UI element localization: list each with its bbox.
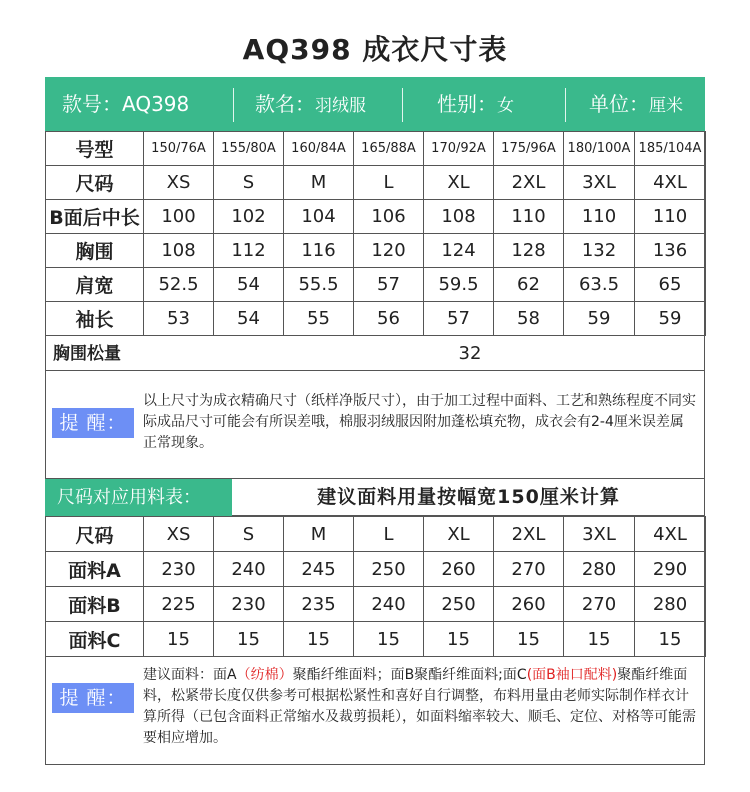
table-cell: 240: [214, 552, 284, 587]
table-cell: M: [284, 517, 354, 552]
table-cell: 110: [564, 200, 635, 234]
usage-width-note: 建议面料用量按幅宽150厘米计算: [317, 486, 620, 508]
tip2-red2: (面B袖口配料): [526, 667, 618, 683]
divider: [402, 88, 403, 122]
unit-label: 单位：: [589, 92, 649, 116]
table-row: [46, 587, 706, 622]
style-number: 款号：AQ398: [62, 92, 190, 116]
info-bar: [45, 77, 705, 132]
table-cell: 15: [635, 622, 706, 657]
table-cell: 2XL: [494, 517, 564, 552]
table-cell: 270: [494, 552, 564, 587]
size-table: [45, 131, 706, 336]
row-label: 面料B: [46, 587, 144, 622]
chest-ease-value: 32: [458, 343, 482, 364]
table-cell: 270: [564, 587, 635, 622]
row-label: 肩宽: [46, 268, 144, 302]
table-cell: 3XL: [564, 166, 635, 200]
table-cell: 260: [494, 587, 564, 622]
table-cell: 55.5: [284, 268, 354, 302]
row-label: 尺码: [46, 166, 144, 200]
table-cell: 128: [494, 234, 564, 268]
table-cell: 132: [564, 234, 635, 268]
tip-text-2: [143, 665, 696, 749]
table-cell: 290: [635, 552, 706, 587]
table-cell: 175/96A: [494, 132, 564, 166]
style-name-value: 羽绒服: [315, 96, 366, 116]
table-cell: 180/100A: [564, 132, 635, 166]
tip2-part1: 建议面料：面A: [143, 667, 237, 683]
tip2-part2: 聚酯纤维面料；面B聚酯纤维面料;面C: [292, 667, 527, 683]
table-cell: 225: [144, 587, 214, 622]
table-cell: 15: [214, 622, 284, 657]
table-cell: L: [354, 517, 424, 552]
divider: [233, 88, 234, 122]
table-cell: 100: [144, 200, 214, 234]
table-row: [46, 622, 706, 657]
chest-ease-row: [45, 337, 705, 371]
table-cell: 54: [214, 268, 284, 302]
table-cell: 108: [424, 200, 494, 234]
table-row: [46, 552, 706, 587]
table-cell: 124: [424, 234, 494, 268]
table-cell: XS: [144, 166, 214, 200]
table-cell: 58: [494, 302, 564, 336]
table-cell: 59: [564, 302, 635, 336]
row-label: 胸围: [46, 234, 144, 268]
table-cell: 59: [635, 302, 706, 336]
usage-header: [45, 478, 705, 516]
table-row: [46, 200, 706, 234]
table-cell: 280: [635, 587, 706, 622]
table-cell: 3XL: [564, 517, 635, 552]
row-label: 面料A: [46, 552, 144, 587]
table-cell: 110: [635, 200, 706, 234]
table-cell: 4XL: [635, 517, 706, 552]
table-cell: 4XL: [635, 166, 706, 200]
usage-table: [45, 516, 706, 657]
table-cell: 160/84A: [284, 132, 354, 166]
table-row: [46, 302, 706, 336]
table-cell: 260: [424, 552, 494, 587]
table-cell: XL: [424, 166, 494, 200]
table-cell: 15: [144, 622, 214, 657]
unit: [589, 77, 683, 132]
table-cell: S: [214, 517, 284, 552]
table-cell: 57: [424, 302, 494, 336]
gender-value: 女: [497, 96, 514, 116]
table-row: [46, 517, 706, 552]
table-cell: 106: [354, 200, 424, 234]
table-cell: 250: [424, 587, 494, 622]
table-cell: 230: [214, 587, 284, 622]
table-cell: 62: [494, 268, 564, 302]
table-cell: M: [284, 166, 354, 200]
table-cell: 110: [494, 200, 564, 234]
style-name: [255, 77, 366, 132]
table-cell: 57: [354, 268, 424, 302]
table-cell: 65: [635, 268, 706, 302]
table-cell: 53: [144, 302, 214, 336]
tip-label: 提 醒：: [52, 408, 134, 438]
table-cell: 15: [494, 622, 564, 657]
table-cell: 59.5: [424, 268, 494, 302]
tip-text: 以上尺寸为成衣精确尺寸（纸样净版尺寸），由于加工过程中面料、工艺和熟练程度不同实际成品尺寸可能会有所误差哦，棉服羽绒服因附加蓬松填充物，成衣会有2-4厘米误差属正常现象。: [143, 393, 696, 451]
table-cell: 185/104A: [635, 132, 706, 166]
table-cell: 155/80A: [214, 132, 284, 166]
chest-ease-label: 胸围松量: [53, 344, 121, 364]
row-label: 面料C: [46, 622, 144, 657]
table-row: [46, 132, 706, 166]
table-row: [46, 166, 706, 200]
table-cell: 104: [284, 200, 354, 234]
table-cell: 120: [354, 234, 424, 268]
table-cell: 15: [564, 622, 635, 657]
table-cell: 136: [635, 234, 706, 268]
style-name-label: 款名：: [255, 92, 315, 116]
table-cell: S: [214, 166, 284, 200]
table-cell: 54: [214, 302, 284, 336]
table-cell: 63.5: [564, 268, 635, 302]
table-cell: 235: [284, 587, 354, 622]
table-cell: 150/76A: [144, 132, 214, 166]
table-cell: XS: [144, 517, 214, 552]
unit-value: 厘米: [649, 96, 683, 116]
tip2-part3: 聚酯纤维面料，松紧带长度仅供参考可根据松紧性和喜好自行调整，布料用量由老师实际制作样衣计算所得（已包含面料正常缩水及裁剪损耗），如面料缩率较大、顺毛、定位、对格等可能需要相应增加。: [143, 667, 696, 746]
row-label: B面后中长: [46, 200, 144, 234]
usage-title: 尺码对应用料表：: [45, 479, 232, 516]
gender: [437, 77, 514, 132]
table-cell: 230: [144, 552, 214, 587]
table-cell: 280: [564, 552, 635, 587]
table-cell: 56: [354, 302, 424, 336]
table-cell: L: [354, 166, 424, 200]
table-cell: 15: [284, 622, 354, 657]
table-cell: 102: [214, 200, 284, 234]
table-row: [46, 234, 706, 268]
table-cell: 116: [284, 234, 354, 268]
table-cell: 55: [284, 302, 354, 336]
row-label: 号型: [46, 132, 144, 166]
table-cell: XL: [424, 517, 494, 552]
table-cell: 112: [214, 234, 284, 268]
table-cell: 2XL: [494, 166, 564, 200]
table-cell: 108: [144, 234, 214, 268]
tip2-red1: （纺棉）: [236, 667, 293, 683]
tip-label-2: 提 醒：: [52, 683, 134, 713]
divider: [565, 88, 566, 122]
table-cell: 52.5: [144, 268, 214, 302]
table-row: [46, 268, 706, 302]
row-label: 袖长: [46, 302, 144, 336]
table-cell: 245: [284, 552, 354, 587]
gender-label: 性别：: [437, 92, 497, 116]
table-cell: 170/92A: [424, 132, 494, 166]
row-label: 尺码: [46, 517, 144, 552]
table-cell: 15: [354, 622, 424, 657]
table-cell: 165/88A: [354, 132, 424, 166]
table-cell: 15: [424, 622, 494, 657]
table-cell: 250: [354, 552, 424, 587]
page-title: AQ398 成衣尺寸表: [242, 33, 508, 66]
table-cell: 240: [354, 587, 424, 622]
